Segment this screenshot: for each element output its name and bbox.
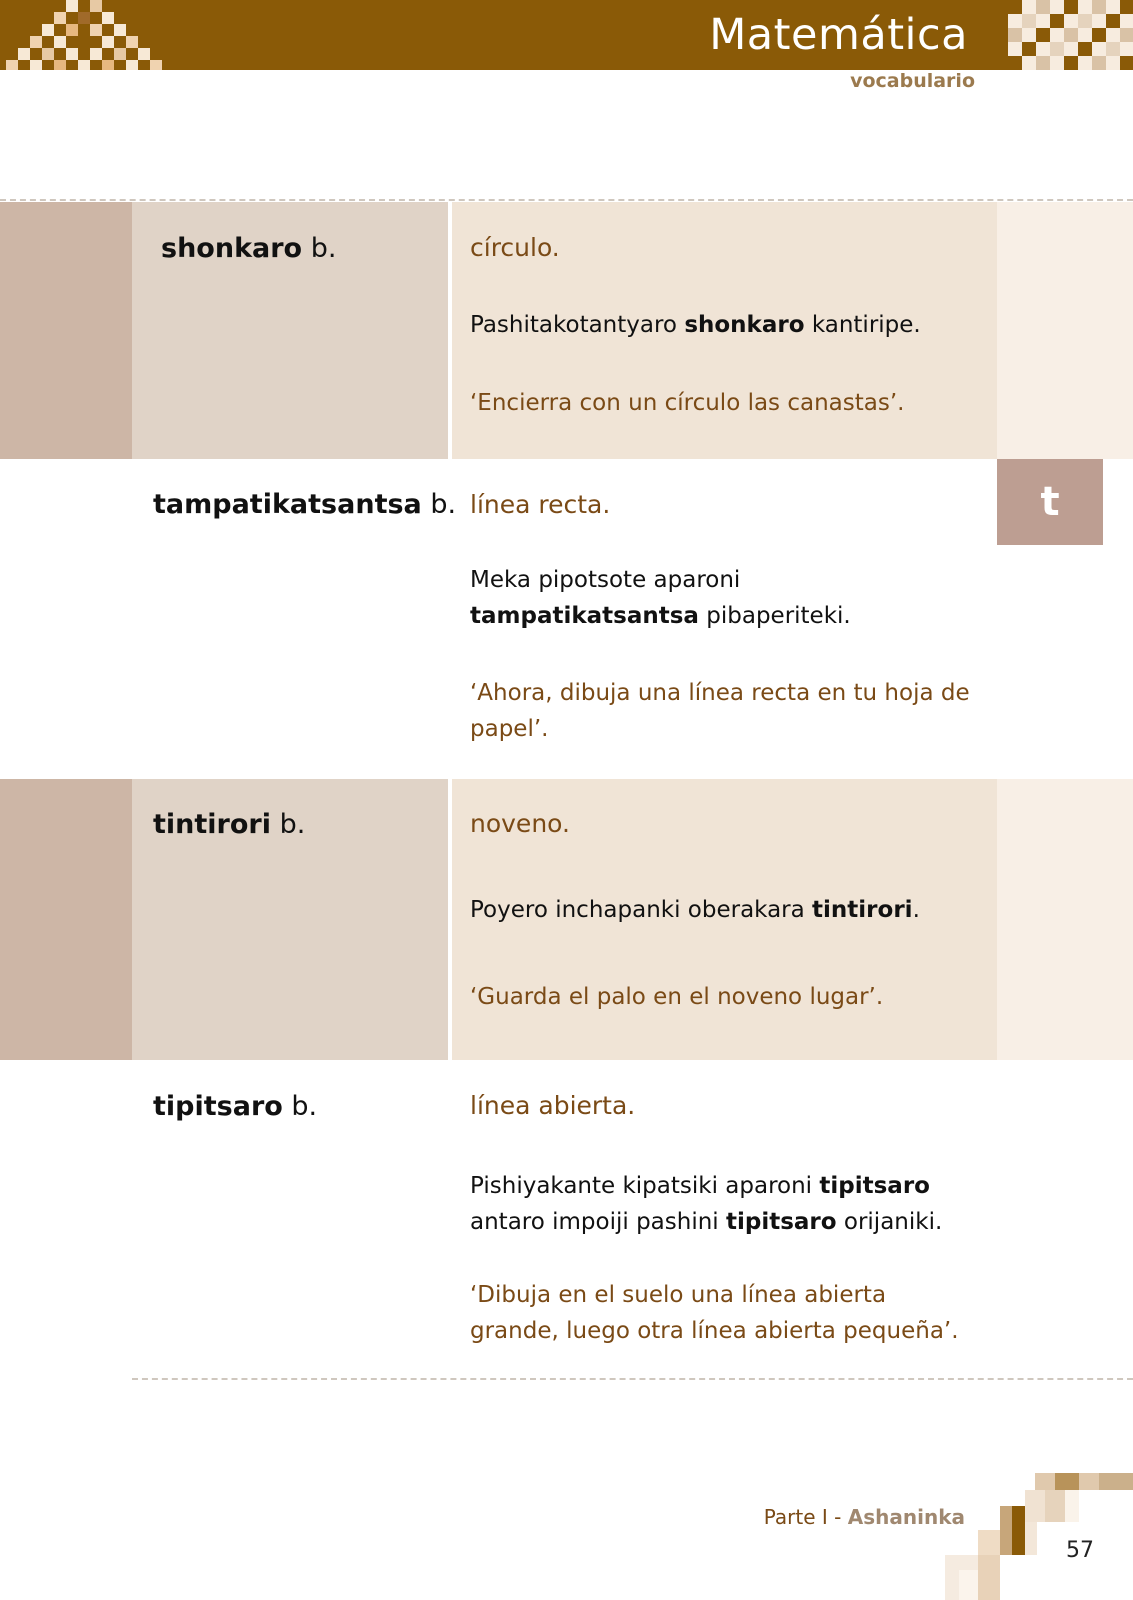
letter-index-tab: t	[997, 459, 1103, 545]
row1-margin-cell	[997, 202, 1133, 459]
header-pattern-right	[1008, 0, 1133, 70]
row3-margin-cell	[997, 779, 1133, 1060]
page-number: 57	[1066, 1538, 1094, 1563]
term-word: shonkaro	[161, 233, 303, 264]
entry-meaning: círculo.	[470, 233, 560, 262]
entry-meaning: noveno.	[470, 809, 570, 838]
entry-gloss: ‘Dibuja en el suelo una línea abierta grande, luego otra línea abierta pequeña’.	[470, 1282, 959, 1344]
entry-example: Poyero inchapanki oberakara tintirori.	[470, 897, 920, 923]
top-divider	[0, 199, 1133, 201]
term-word: tampatikatsantsa	[153, 489, 422, 520]
footer-pattern	[945, 1470, 1133, 1600]
bottom-divider	[132, 1378, 1133, 1380]
entry-meaning: línea abierta.	[470, 1091, 636, 1120]
entry-example: Pashitakotantyaro shonkaro kantiripe.	[470, 312, 921, 338]
entry-term	[153, 489, 456, 521]
term-pos: b.	[282, 1091, 318, 1122]
entry-term	[161, 233, 336, 265]
row3-left-strip	[0, 779, 132, 1060]
page-title: Matemática	[709, 10, 968, 60]
page-subtitle: vocabulario	[850, 70, 975, 92]
row1-left-strip	[0, 202, 132, 459]
term-pos: b.	[302, 233, 337, 264]
footer-part-label	[764, 1507, 965, 1527]
entry-term	[153, 1091, 317, 1123]
term-word: tintirori	[153, 809, 271, 840]
header-pattern-left	[0, 0, 170, 72]
entry-meaning: línea recta.	[470, 490, 611, 519]
entry-term	[153, 809, 305, 841]
entry-example: Meka pipotsote aparoni tampatikatsantsa pibaperiteki.	[470, 567, 851, 629]
entry-example: Pishiyakante kipatsiki aparoni tipitsaro antaro impoiji pashini tipitsaro orijaniki.	[470, 1173, 943, 1235]
entry-gloss: ‘Encierra con un círculo las canastas’.	[470, 390, 905, 416]
footer-language: Ashaninka	[847, 1505, 965, 1529]
footer-part: Parte I -	[763, 1505, 848, 1529]
term-pos: b.	[270, 809, 306, 840]
term-word: tipitsaro	[153, 1091, 283, 1122]
entry-gloss: ‘Ahora, dibuja una línea recta en tu hoja de papel’.	[470, 680, 970, 742]
entry-gloss: ‘Guarda el palo en el noveno lugar’.	[470, 984, 884, 1010]
term-pos: b.	[421, 489, 457, 520]
